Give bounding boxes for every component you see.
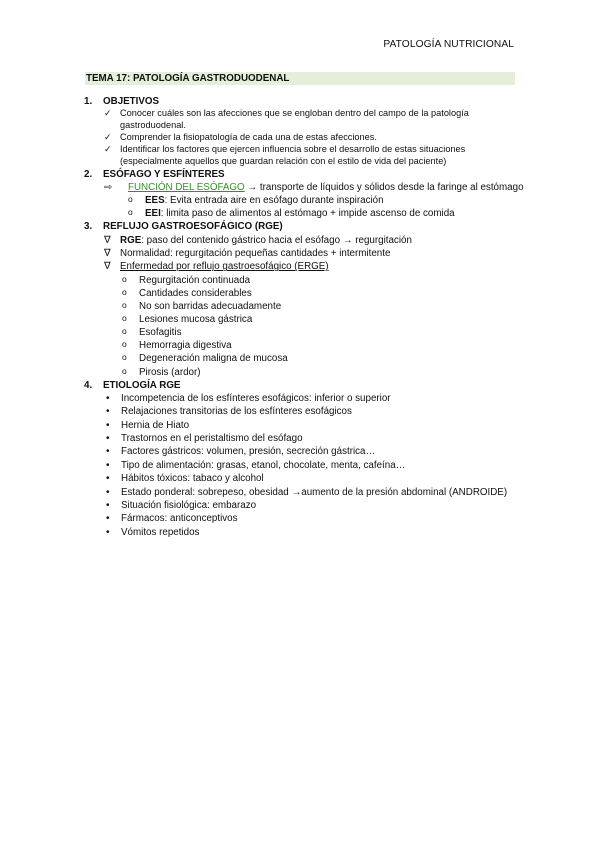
section-objetivos [84, 95, 524, 168]
section-title: ESÓFAGO Y ESFÍNTERES [103, 168, 225, 180]
list-item-text: Normalidad: regurgitación pequeñas cantidades + intermitente [120, 247, 391, 259]
list-item-text: Hernia de Hiato [121, 419, 190, 431]
rge-text: : paso del contenido gástrico hacia el esófago → regurgitación [141, 234, 412, 246]
bullet-icon: • [106, 419, 110, 431]
list-item [84, 194, 524, 207]
list-item [84, 260, 524, 273]
list-item [84, 526, 524, 539]
esofago-list [84, 181, 524, 220]
list-item [84, 144, 524, 168]
list-item-text: Relajaciones transitorias de los esfínteres esofágicos [121, 406, 352, 418]
reflujo-list [84, 234, 524, 379]
list-item-text: Factores gástricos: volumen, presión, secreción gástrica… [121, 446, 376, 458]
list-item [84, 132, 524, 144]
section-heading [84, 220, 524, 233]
check-icon: ✓ [104, 132, 112, 143]
bullet-icon: • [106, 406, 110, 418]
bullet-icon: • [106, 526, 110, 538]
circle-bullet-icon: o [122, 299, 127, 310]
list-item [84, 234, 524, 247]
ees-label: EES [145, 195, 165, 207]
section-heading [84, 95, 524, 108]
list-item-text: Hemorragia digestiva [139, 340, 232, 352]
list-item [84, 108, 524, 132]
list-item-text: No son barridas adecuadamente [139, 300, 282, 312]
circle-bullet-icon: o [122, 273, 127, 284]
list-item-text: Comprender la fisiopatología de cada una de estas afecciones. [120, 132, 377, 143]
topic-title: TEMA 17: PATOLOGÍA GASTRODUODENAL [85, 72, 515, 85]
list-item-text: Conocer cuáles son las afecciones que se engloban dentro del campo de la patología gastroduodenal. [120, 108, 469, 131]
bullet-icon: • [106, 392, 110, 404]
rge-label: RGE [120, 234, 142, 246]
list-item-text: Incompetencia de los esfínteres esofágicos: inferior o superior [121, 392, 391, 404]
list-item-text: Fármacos: anticonceptivos [121, 513, 238, 525]
section-title: REFLUJO GASTROESOFÁGICO (RGE) [103, 221, 283, 233]
running-header: PATOLOGÍA NUTRICIONAL [383, 39, 514, 50]
bullet-icon: • [106, 446, 110, 458]
list-item [84, 181, 524, 194]
arrow-right-icon: ⇨ [104, 182, 113, 194]
list-item [84, 287, 524, 300]
list-item-text: Pirosis (ardor) [139, 366, 201, 378]
list-item-text: Situación fisiológica: embarazo [121, 499, 257, 511]
circle-bullet-icon: o [122, 352, 127, 363]
list-item-text: Identificar los factores que ejercen influencia sobre el desarrollo de estas situaciones (especialmente aquellos que guardan relación con el estilo de vida del paciente) [120, 143, 466, 166]
section-number: 1. [84, 96, 93, 107]
list-item [84, 339, 524, 352]
list-item-text: Lesiones mucosa gástrica [139, 314, 253, 326]
list-item [84, 366, 524, 379]
list-item [84, 247, 524, 260]
objectives-list [84, 108, 524, 168]
list-item-text [145, 207, 524, 220]
eei-label: EEI [145, 208, 161, 220]
list-item [84, 432, 524, 445]
circle-bullet-icon: o [122, 313, 127, 324]
section-heading [84, 168, 524, 181]
section-title: ETIOLOGÍA RGE [103, 379, 181, 391]
section-title: OBJETIVOS [103, 96, 160, 107]
list-item-text: Estado ponderal: sobrepeso, obesidad →aumento de la presión abdominal (ANDROIDE) [121, 486, 508, 498]
list-item [84, 459, 524, 472]
section-number: 2. [84, 168, 93, 180]
list-item-text: Cantidades considerables [139, 287, 252, 299]
section-esofago [84, 168, 524, 221]
ees-text: : Evita entrada aire en esófago durante inspiración [164, 195, 384, 207]
list-item [84, 419, 524, 432]
bullet-icon: • [106, 486, 110, 498]
list-item-text: Regurgitación continuada [139, 274, 251, 286]
list-item [84, 313, 524, 326]
list-item [84, 392, 524, 405]
circle-bullet-icon: o [122, 326, 127, 337]
circle-bullet-icon: o [122, 286, 127, 297]
circle-bullet-icon: o [122, 339, 127, 350]
check-icon: ✓ [104, 108, 112, 119]
list-item-text: Enfermedad por reflujo gastroesofágico (ERGE) [120, 261, 329, 273]
section-etiologia [84, 379, 524, 539]
list-item [84, 499, 524, 512]
list-item-text: Esofagitis [139, 327, 182, 339]
funcion-esofago-text: → transporte de líquidos y sólidos desde la faringe al estómago [244, 182, 524, 194]
section-number: 4. [84, 379, 93, 391]
list-item [84, 300, 524, 313]
check-icon: ✓ [104, 143, 112, 154]
list-item-text: Hábitos tóxicos: tabaco y alcohol [121, 473, 264, 485]
funcion-esofago-link[interactable]: FUNCIÓN DEL ESÓFAGO [128, 182, 245, 194]
circle-bullet-icon: o [128, 207, 133, 218]
nabla-bullet-icon: ∇ [104, 261, 111, 273]
list-item-text: Vómitos repetidos [121, 526, 200, 538]
list-item-text: Degeneración maligna de mucosa [139, 353, 288, 365]
bullet-icon: • [106, 499, 110, 511]
bullet-icon: • [106, 513, 110, 525]
nabla-bullet-icon: ∇ [104, 247, 111, 259]
list-item [84, 326, 524, 339]
bullet-icon: • [106, 473, 110, 485]
circle-bullet-icon: o [128, 194, 133, 205]
section-reflujo [84, 220, 524, 378]
eei-text: : limita paso de alimentos al estómago + impide ascenso de comida [160, 208, 455, 220]
nabla-bullet-icon: ∇ [104, 234, 111, 246]
list-item-text: Tipo de alimentación: grasas, etanol, chocolate, menta, cafeína… [121, 459, 406, 471]
bullet-icon: • [106, 459, 110, 471]
bullet-icon: • [106, 432, 110, 444]
list-item [84, 405, 524, 418]
list-item [84, 472, 524, 485]
circle-bullet-icon: o [122, 365, 127, 376]
etiologia-list [84, 392, 524, 539]
document-body [84, 95, 524, 539]
list-item-text: Trastornos en el peristaltismo del esófago [121, 432, 303, 444]
list-item [84, 207, 524, 220]
list-item [84, 512, 524, 525]
section-number: 3. [84, 221, 93, 233]
list-item [84, 352, 524, 365]
list-item-text [120, 234, 524, 247]
section-heading [84, 379, 524, 392]
list-item-text [128, 181, 524, 194]
list-item [84, 486, 524, 499]
list-item-text [145, 194, 524, 207]
list-item [84, 445, 524, 458]
list-item [84, 274, 524, 287]
